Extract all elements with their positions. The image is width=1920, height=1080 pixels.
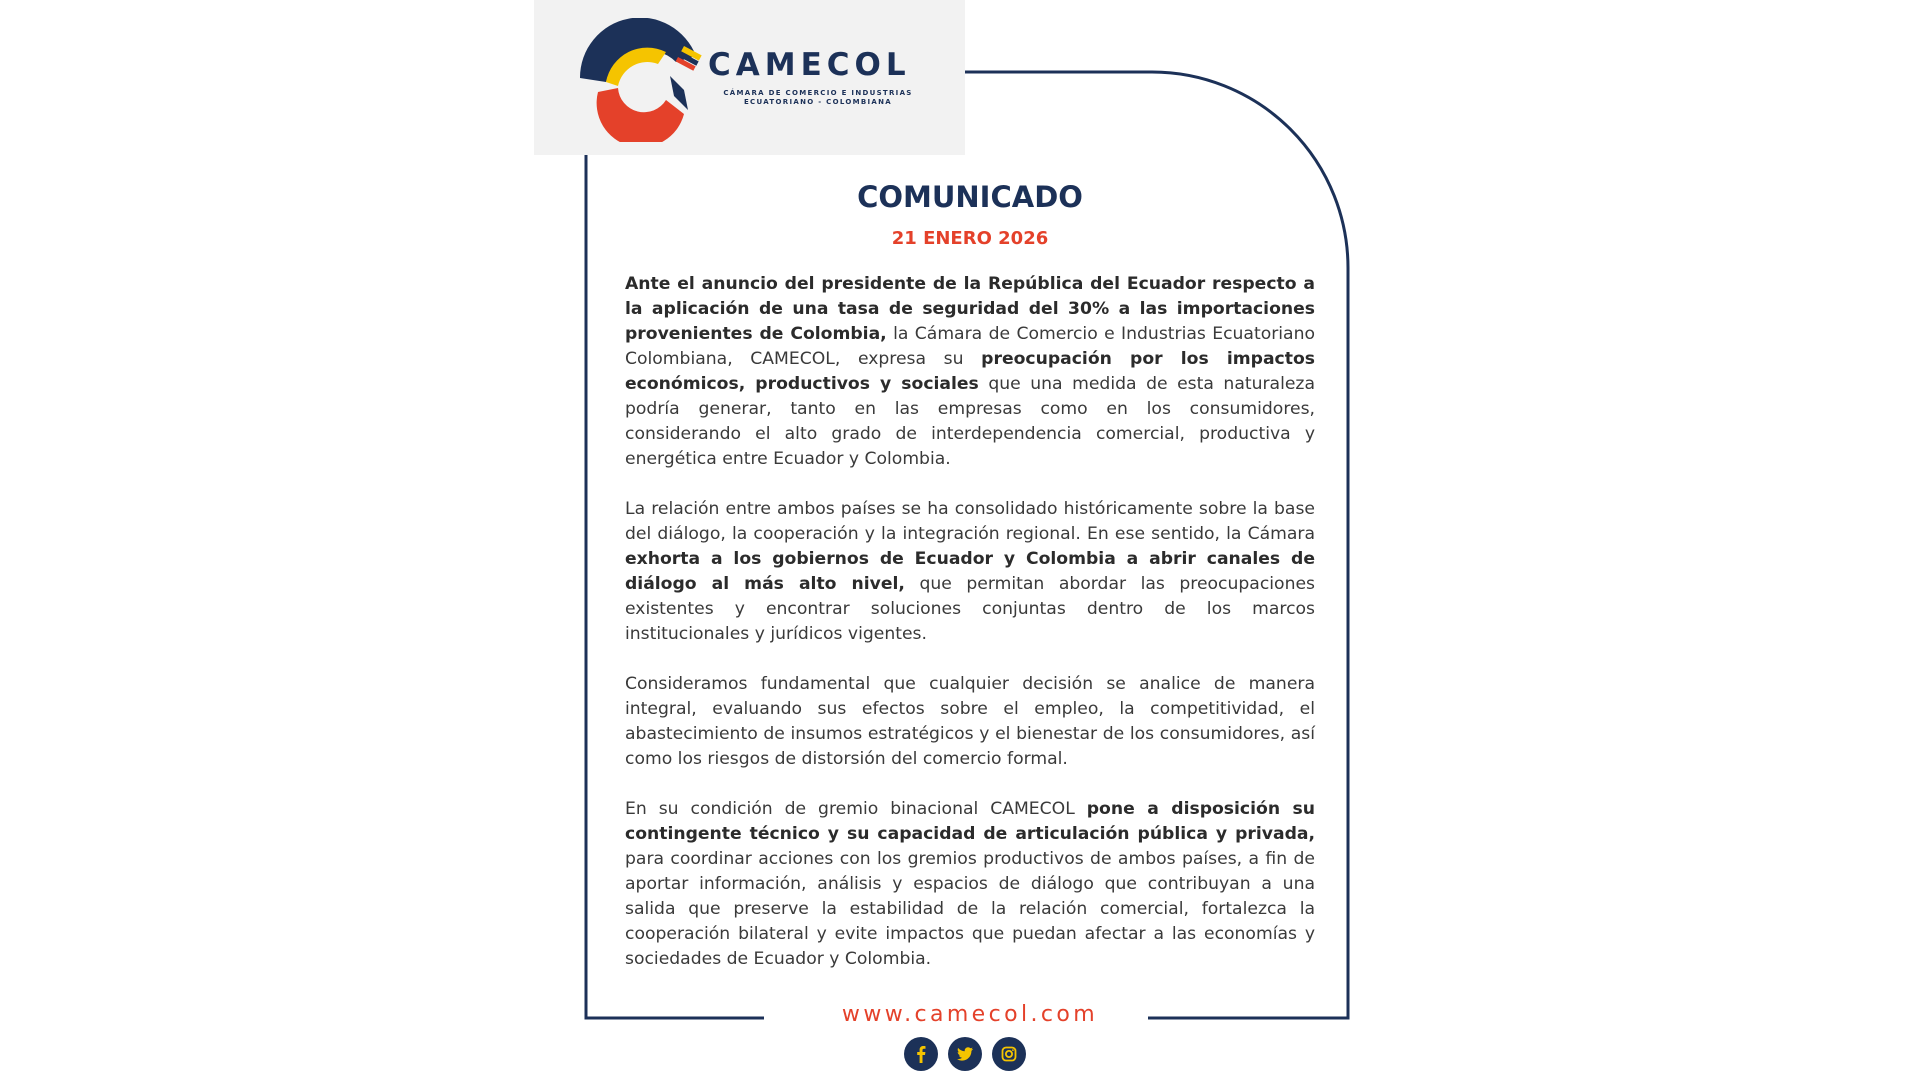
- document-body: [625, 272, 1315, 997]
- emphasis-text: pone a disposición su contingente técnico y su capacidad de articulación pública y privada,: [625, 799, 1315, 844]
- logo-subtitle-line-2: ECUATORIANO - COLOMBIANA: [743, 98, 893, 106]
- facebook-button[interactable]: [904, 1037, 938, 1071]
- emphasis-text: exhorta a los gobiernos de Ecuador y Colombia a abrir canales de diálogo al más alto nivel,: [625, 549, 1315, 594]
- website-link[interactable]: www.camecol.com: [841, 1002, 1099, 1027]
- paragraph-text: que permitan abordar las preocupaciones existentes y encontrar soluciones conjuntas dentro de los marcos institucionales y jurídicos vigentes.: [625, 574, 1315, 644]
- logo-wordmark: CAMECOL: [708, 47, 911, 83]
- body-paragraph: [625, 272, 1315, 472]
- emphasis-text: preocupación por los impactos económicos, productivos y sociales: [625, 349, 1315, 394]
- body-paragraph: [625, 797, 1315, 972]
- twitter-button[interactable]: [948, 1037, 982, 1071]
- paragraph-text: la Cámara de Comercio e Industrias Ecuatoriano Colombiana, CAMECOL, expresa su: [625, 324, 1315, 369]
- paragraph-text: Consideramos fundamental que cualquier decisión se analice de manera integral, evaluando sus efectos sobre el empleo, la competitividad, el abastecimiento de insumos estratégicos y el bienestar de los consumidores, así como los riesgos de distorsión del comercio formal.: [625, 674, 1315, 769]
- logo-subtitle-line-1: CÁMARA DE COMERCIO E INDUSTRIAS: [723, 89, 913, 97]
- body-paragraph: [625, 672, 1315, 772]
- instagram-button[interactable]: [992, 1037, 1026, 1071]
- document-title: COMUNICADO: [857, 180, 1083, 214]
- logo-subtitle: [709, 89, 927, 107]
- instagram-icon: [992, 1037, 1026, 1071]
- paragraph-text: La relación entre ambos países se ha consolidado históricamente sobre la base del diálogo, la cooperación y la integración regional. En ese sentido, la Cámara: [625, 499, 1315, 544]
- document-date: 21 ENERO 2026: [891, 228, 1049, 249]
- twitter-icon: [948, 1037, 982, 1071]
- facebook-icon: [904, 1037, 938, 1071]
- camecol-logo-mark: [580, 18, 710, 142]
- emphasis-text: Ante el anuncio del presidente de la República del Ecuador respecto a la aplicación de una tasa de seguridad del 30% a las importaciones provenientes de Colombia,: [625, 274, 1315, 344]
- paragraph-text: que una medida de esta naturaleza podría generar, tanto en las empresas como en los consumidores, considerando el alto grado de interdependencia comercial, productiva y energética entre Ecuador y Colombia.: [625, 374, 1315, 469]
- body-paragraph: [625, 497, 1315, 647]
- paragraph-text: para coordinar acciones con los gremios productivos de ambos países, a fin de aportar información, análisis y espacios de diálogo que contribuyan a una salida que preserve la estabilidad de la relación comercial, fortalezca la cooperación bilateral y evite impactos que puedan afectar a las economías y sociedades de Ecuador y Colombia.: [625, 849, 1315, 969]
- logo-panel: [534, 0, 965, 155]
- paragraph-text: En su condición de gremio binacional CAMECOL: [625, 799, 1087, 819]
